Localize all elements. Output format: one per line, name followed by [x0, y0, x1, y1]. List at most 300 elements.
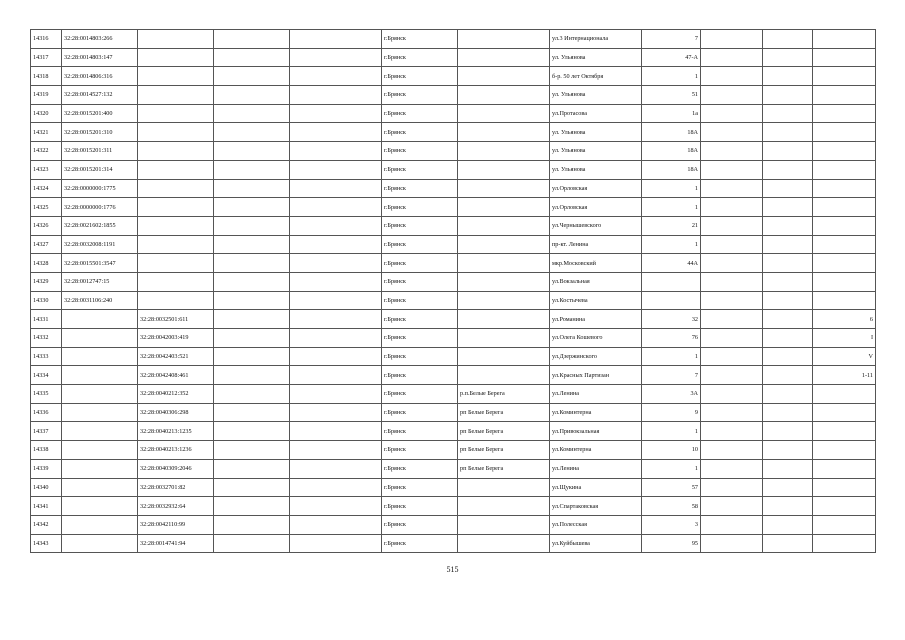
empty-cell — [701, 310, 763, 329]
house-number-cell: 95 — [642, 534, 701, 553]
row-number-cell: 14316 — [31, 30, 62, 49]
city-cell: г.Брянск — [382, 310, 458, 329]
table-row — [31, 497, 876, 516]
premises-cell — [813, 272, 876, 291]
empty-cell — [763, 30, 813, 49]
empty-cell — [214, 254, 290, 273]
street-cell: ул.Романина — [550, 310, 642, 329]
table-row — [31, 403, 876, 422]
empty-cell — [763, 366, 813, 385]
row-number-cell: 14321 — [31, 123, 62, 142]
empty-cell — [763, 48, 813, 67]
city-cell: г.Брянск — [382, 478, 458, 497]
city-cell: г.Брянск — [382, 347, 458, 366]
empty-cell — [290, 329, 382, 348]
cadastral-number-alt-cell — [138, 142, 214, 161]
house-number-cell: 76 — [642, 329, 701, 348]
street-cell: ул. Ульянова — [550, 142, 642, 161]
street-cell: пр-кт. Ленина — [550, 235, 642, 254]
empty-cell — [763, 291, 813, 310]
table-row — [31, 30, 876, 49]
empty-cell — [290, 179, 382, 198]
cadastral-number-cell — [62, 441, 138, 460]
city-cell: г.Брянск — [382, 459, 458, 478]
empty-cell — [290, 310, 382, 329]
premises-cell — [813, 459, 876, 478]
cadastral-number-alt-cell: 32:28:0040213:1235 — [138, 422, 214, 441]
city-cell: г.Брянск — [382, 48, 458, 67]
cadastral-number-alt-cell — [138, 235, 214, 254]
table-row — [31, 310, 876, 329]
table-row — [31, 123, 876, 142]
empty-cell — [214, 459, 290, 478]
premises-cell — [813, 534, 876, 553]
empty-cell — [763, 216, 813, 235]
empty-cell — [701, 198, 763, 217]
cadastral-number-alt-cell — [138, 86, 214, 105]
locality-cell — [458, 534, 550, 553]
empty-cell — [290, 272, 382, 291]
table-row — [31, 67, 876, 86]
cadastral-number-alt-cell: 32:28:0040213:1236 — [138, 441, 214, 460]
empty-cell — [763, 515, 813, 534]
locality-cell — [458, 515, 550, 534]
locality-cell: рп Белые Берега — [458, 422, 550, 441]
table-row — [31, 160, 876, 179]
premises-cell — [813, 403, 876, 422]
empty-cell — [290, 347, 382, 366]
cadastral-number-alt-cell — [138, 291, 214, 310]
empty-cell — [701, 422, 763, 441]
row-number-cell: 14334 — [31, 366, 62, 385]
house-number-cell: 1 — [642, 198, 701, 217]
empty-cell — [290, 104, 382, 123]
empty-cell — [763, 441, 813, 460]
cadastral-number-cell: 32:28:0014527:132 — [62, 86, 138, 105]
cadastral-number-alt-cell: 32:28:0032501:611 — [138, 310, 214, 329]
premises-cell: V — [813, 347, 876, 366]
city-cell: г.Брянск — [382, 329, 458, 348]
house-number-cell: 1 — [642, 179, 701, 198]
cadastral-number-alt-cell: 32:28:0040309:2046 — [138, 459, 214, 478]
empty-cell — [214, 198, 290, 217]
cadastral-number-cell: 32:28:0015501:3547 — [62, 254, 138, 273]
empty-cell — [290, 291, 382, 310]
cadastral-number-cell: 32:28:0014803:266 — [62, 30, 138, 49]
empty-cell — [214, 30, 290, 49]
empty-cell — [290, 403, 382, 422]
empty-cell — [290, 254, 382, 273]
row-number-cell: 14322 — [31, 142, 62, 161]
table-row — [31, 86, 876, 105]
city-cell: г.Брянск — [382, 30, 458, 49]
city-cell: г.Брянск — [382, 142, 458, 161]
table-row — [31, 216, 876, 235]
table-row — [31, 48, 876, 67]
house-number-cell: 47-А — [642, 48, 701, 67]
row-number-cell: 14319 — [31, 86, 62, 105]
street-cell: ул.Красных Партизан — [550, 366, 642, 385]
empty-cell — [214, 515, 290, 534]
cadastral-number-cell: 32:28:0014803:147 — [62, 48, 138, 67]
empty-cell — [701, 160, 763, 179]
locality-cell — [458, 179, 550, 198]
cadastral-number-cell: 32:28:0000000:1775 — [62, 179, 138, 198]
empty-cell — [763, 198, 813, 217]
empty-cell — [701, 403, 763, 422]
street-cell: ул.Спартаковская — [550, 497, 642, 516]
table-row — [31, 366, 876, 385]
street-cell: ул.Полесская — [550, 515, 642, 534]
empty-cell — [763, 86, 813, 105]
empty-cell — [701, 291, 763, 310]
locality-cell: рп Белые Берега — [458, 403, 550, 422]
street-cell: ул.Ленина — [550, 459, 642, 478]
street-cell: ул.Ленина — [550, 385, 642, 404]
locality-cell — [458, 272, 550, 291]
empty-cell — [763, 497, 813, 516]
row-number-cell: 14343 — [31, 534, 62, 553]
table-row — [31, 329, 876, 348]
empty-cell — [701, 366, 763, 385]
empty-cell — [290, 123, 382, 142]
table-row — [31, 478, 876, 497]
empty-cell — [214, 310, 290, 329]
empty-cell — [701, 347, 763, 366]
empty-cell — [214, 497, 290, 516]
empty-cell — [701, 123, 763, 142]
table-row — [31, 441, 876, 460]
street-cell: ул.Орловская — [550, 179, 642, 198]
empty-cell — [701, 459, 763, 478]
house-number-cell: 18А — [642, 123, 701, 142]
empty-cell — [763, 385, 813, 404]
locality-cell — [458, 160, 550, 179]
cadastral-number-alt-cell — [138, 254, 214, 273]
premises-cell — [813, 291, 876, 310]
cadastral-number-alt-cell — [138, 104, 214, 123]
cadastral-number-cell — [62, 385, 138, 404]
empty-cell — [763, 254, 813, 273]
premises-cell — [813, 497, 876, 516]
premises-cell — [813, 198, 876, 217]
city-cell: г.Брянск — [382, 272, 458, 291]
house-number-cell: 58 — [642, 497, 701, 516]
empty-cell — [214, 272, 290, 291]
cadastral-number-cell — [62, 366, 138, 385]
page-number: 515 — [446, 565, 459, 574]
locality-cell — [458, 310, 550, 329]
premises-cell — [813, 142, 876, 161]
city-cell: г.Брянск — [382, 441, 458, 460]
empty-cell — [701, 329, 763, 348]
table-row — [31, 291, 876, 310]
row-number-cell: 14330 — [31, 291, 62, 310]
empty-cell — [214, 403, 290, 422]
locality-cell — [458, 366, 550, 385]
house-number-cell: 3 — [642, 515, 701, 534]
cadastral-number-alt-cell: 32:28:0042110:99 — [138, 515, 214, 534]
locality-cell — [458, 291, 550, 310]
empty-cell — [763, 272, 813, 291]
locality-cell — [458, 86, 550, 105]
cadastral-number-alt-cell: 32:28:0042003:419 — [138, 329, 214, 348]
table-row — [31, 235, 876, 254]
empty-cell — [701, 142, 763, 161]
house-number-cell: 51 — [642, 86, 701, 105]
premises-cell: I — [813, 329, 876, 348]
empty-cell — [701, 104, 763, 123]
house-number-cell: 18А — [642, 142, 701, 161]
premises-cell — [813, 235, 876, 254]
house-number-cell: 1а — [642, 104, 701, 123]
house-number-cell: 1 — [642, 67, 701, 86]
cadastral-number-cell: 32:28:0000000:1776 — [62, 198, 138, 217]
cadastral-number-cell — [62, 403, 138, 422]
empty-cell — [701, 441, 763, 460]
empty-cell — [763, 67, 813, 86]
city-cell: г.Брянск — [382, 366, 458, 385]
empty-cell — [290, 478, 382, 497]
house-number-cell — [642, 291, 701, 310]
street-cell: б-р. 50 лет Октября — [550, 67, 642, 86]
street-cell: ул.Щукина — [550, 478, 642, 497]
empty-cell — [763, 534, 813, 553]
city-cell: г.Брянск — [382, 216, 458, 235]
empty-cell — [763, 310, 813, 329]
premises-cell — [813, 254, 876, 273]
locality-cell — [458, 67, 550, 86]
house-number-cell: 18А — [642, 160, 701, 179]
table-row — [31, 422, 876, 441]
city-cell: г.Брянск — [382, 291, 458, 310]
empty-cell — [214, 67, 290, 86]
house-number-cell — [642, 272, 701, 291]
empty-cell — [290, 48, 382, 67]
empty-cell — [290, 30, 382, 49]
cadastral-number-cell — [62, 329, 138, 348]
empty-cell — [214, 422, 290, 441]
table-row — [31, 385, 876, 404]
table-row — [31, 459, 876, 478]
street-cell: ул.Протасова — [550, 104, 642, 123]
empty-cell — [214, 216, 290, 235]
empty-cell — [701, 30, 763, 49]
cadastral-number-alt-cell: 32:28:0040306:298 — [138, 403, 214, 422]
street-cell: ул. Ульянова — [550, 160, 642, 179]
house-number-cell: 57 — [642, 478, 701, 497]
empty-cell — [290, 160, 382, 179]
city-cell: г.Брянск — [382, 179, 458, 198]
empty-cell — [763, 459, 813, 478]
empty-cell — [214, 160, 290, 179]
row-number-cell: 14320 — [31, 104, 62, 123]
table-row — [31, 534, 876, 553]
empty-cell — [290, 459, 382, 478]
empty-cell — [290, 142, 382, 161]
city-cell: г.Брянск — [382, 497, 458, 516]
row-number-cell: 14317 — [31, 48, 62, 67]
row-number-cell: 14331 — [31, 310, 62, 329]
locality-cell — [458, 478, 550, 497]
cadastral-number-alt-cell: 32:28:0040212:352 — [138, 385, 214, 404]
empty-cell — [763, 123, 813, 142]
empty-cell — [701, 385, 763, 404]
empty-cell — [763, 329, 813, 348]
row-number-cell: 14328 — [31, 254, 62, 273]
locality-cell — [458, 198, 550, 217]
street-cell: ул.Олега Кошевого — [550, 329, 642, 348]
premises-cell — [813, 48, 876, 67]
city-cell: г.Брянск — [382, 385, 458, 404]
house-number-cell: 9 — [642, 403, 701, 422]
row-number-cell: 14325 — [31, 198, 62, 217]
premises-cell — [813, 160, 876, 179]
city-cell: г.Брянск — [382, 235, 458, 254]
cadastral-number-cell: 32:28:0031106:240 — [62, 291, 138, 310]
empty-cell — [763, 422, 813, 441]
empty-cell — [290, 515, 382, 534]
table-row — [31, 104, 876, 123]
house-number-cell: 32 — [642, 310, 701, 329]
empty-cell — [214, 441, 290, 460]
empty-cell — [701, 216, 763, 235]
table-row — [31, 272, 876, 291]
row-number-cell: 14332 — [31, 329, 62, 348]
row-number-cell: 14340 — [31, 478, 62, 497]
premises-cell: 1-11 — [813, 366, 876, 385]
cadastral-number-cell: 32:28:0015201:310 — [62, 123, 138, 142]
city-cell: г.Брянск — [382, 254, 458, 273]
empty-cell — [701, 86, 763, 105]
locality-cell — [458, 123, 550, 142]
empty-cell — [763, 347, 813, 366]
empty-cell — [290, 198, 382, 217]
premises-cell — [813, 385, 876, 404]
premises-cell — [813, 515, 876, 534]
city-cell: г.Брянск — [382, 534, 458, 553]
empty-cell — [290, 216, 382, 235]
street-cell: ул.Вокзальная — [550, 272, 642, 291]
empty-cell — [763, 403, 813, 422]
premises-cell — [813, 123, 876, 142]
house-number-cell: 7 — [642, 366, 701, 385]
locality-cell — [458, 142, 550, 161]
cadastral-number-cell: 32:28:0015201:400 — [62, 104, 138, 123]
cadastral-number-alt-cell — [138, 48, 214, 67]
locality-cell — [458, 30, 550, 49]
cadastral-number-cell: 32:28:0015201:314 — [62, 160, 138, 179]
premises-cell — [813, 104, 876, 123]
city-cell: г.Брянск — [382, 104, 458, 123]
empty-cell — [701, 254, 763, 273]
row-number-cell: 14337 — [31, 422, 62, 441]
cadastral-number-alt-cell: 32:28:0032701:82 — [138, 478, 214, 497]
cadastral-number-cell: 32:28:0015201:311 — [62, 142, 138, 161]
street-cell: ул.Костычева — [550, 291, 642, 310]
registry-table — [30, 29, 876, 553]
city-cell: г.Брянск — [382, 403, 458, 422]
empty-cell — [701, 179, 763, 198]
empty-cell — [290, 422, 382, 441]
street-cell: ул.Привокзальная — [550, 422, 642, 441]
empty-cell — [214, 329, 290, 348]
premises-cell — [813, 67, 876, 86]
premises-cell — [813, 86, 876, 105]
street-cell: ул.Коминтерна — [550, 441, 642, 460]
cadastral-number-cell — [62, 497, 138, 516]
registry-table-body — [31, 30, 876, 553]
row-number-cell: 14338 — [31, 441, 62, 460]
city-cell: г.Брянск — [382, 123, 458, 142]
street-cell: ул.Орловская — [550, 198, 642, 217]
house-number-cell: 7 — [642, 30, 701, 49]
city-cell: г.Брянск — [382, 198, 458, 217]
locality-cell: рп Белые Берега — [458, 459, 550, 478]
table-row — [31, 254, 876, 273]
empty-cell — [763, 235, 813, 254]
empty-cell — [290, 441, 382, 460]
cadastral-number-alt-cell — [138, 272, 214, 291]
house-number-cell: 10 — [642, 441, 701, 460]
house-number-cell: 1 — [642, 422, 701, 441]
table-row — [31, 515, 876, 534]
table-row — [31, 142, 876, 161]
empty-cell — [763, 104, 813, 123]
cadastral-number-cell — [62, 534, 138, 553]
empty-cell — [214, 478, 290, 497]
empty-cell — [701, 67, 763, 86]
cadastral-number-alt-cell — [138, 198, 214, 217]
empty-cell — [701, 497, 763, 516]
row-number-cell: 14342 — [31, 515, 62, 534]
row-number-cell: 14323 — [31, 160, 62, 179]
empty-cell — [763, 478, 813, 497]
cadastral-number-cell — [62, 478, 138, 497]
premises-cell — [813, 216, 876, 235]
city-cell: г.Брянск — [382, 422, 458, 441]
street-cell: ул. Ульянова — [550, 123, 642, 142]
street-cell: ул. Ульянова — [550, 48, 642, 67]
empty-cell — [701, 534, 763, 553]
row-number-cell: 14327 — [31, 235, 62, 254]
empty-cell — [214, 142, 290, 161]
empty-cell — [214, 179, 290, 198]
empty-cell — [701, 272, 763, 291]
cadastral-number-alt-cell — [138, 179, 214, 198]
empty-cell — [701, 48, 763, 67]
house-number-cell: 21 — [642, 216, 701, 235]
cadastral-number-cell: 32:28:0014806:316 — [62, 67, 138, 86]
house-number-cell: 44А — [642, 254, 701, 273]
locality-cell — [458, 216, 550, 235]
table-row — [31, 347, 876, 366]
city-cell: г.Брянск — [382, 515, 458, 534]
house-number-cell: 1 — [642, 235, 701, 254]
empty-cell — [214, 104, 290, 123]
cadastral-number-alt-cell — [138, 123, 214, 142]
cadastral-number-alt-cell: 32:28:0014741:94 — [138, 534, 214, 553]
empty-cell — [214, 123, 290, 142]
empty-cell — [763, 160, 813, 179]
cadastral-number-cell: 32:28:0032008:1191 — [62, 235, 138, 254]
locality-cell: р.п.Белые Берега — [458, 385, 550, 404]
cadastral-number-alt-cell: 32:28:0042403:521 — [138, 347, 214, 366]
empty-cell — [763, 142, 813, 161]
table-row — [31, 198, 876, 217]
premises-cell: 6 — [813, 310, 876, 329]
empty-cell — [701, 235, 763, 254]
